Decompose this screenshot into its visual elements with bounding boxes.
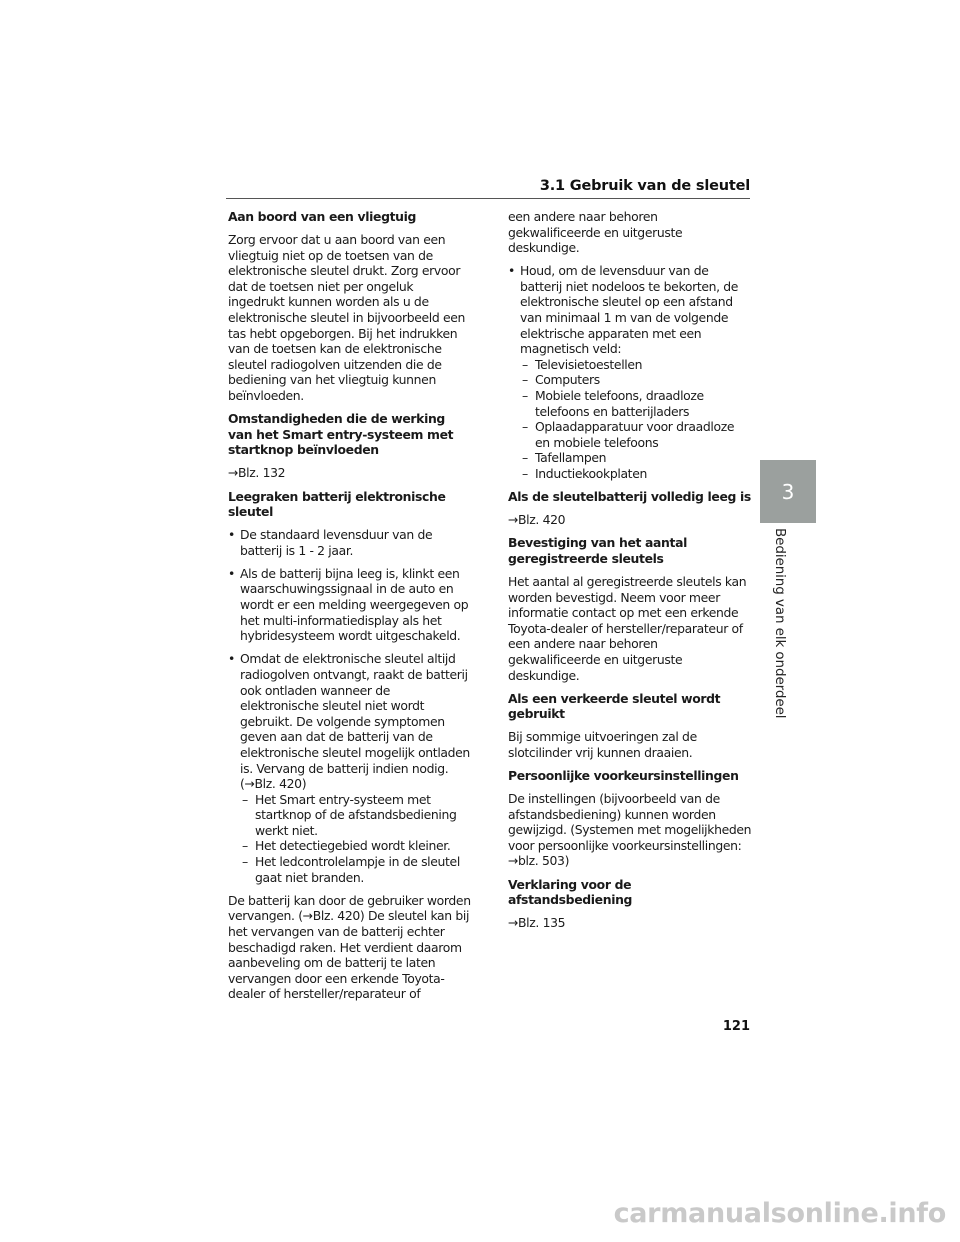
page-reference-link[interactable]: →Blz. 420: [508, 512, 566, 528]
list-item-text: Inductiekookplaten: [535, 466, 647, 481]
list-item-text: Het Smart entry-systeem met startknop of de afstandsbediening werkt niet.: [255, 791, 457, 838]
list-item-text: Het detectiegebied wordt kleiner.: [255, 838, 451, 854]
dash-icon: –: [522, 356, 528, 372]
dash-icon: –: [522, 450, 528, 466]
list-item-text: Het ledcontrolelampje in de sleutel gaat niet branden.: [255, 854, 460, 885]
list-item-text: Oplaadapparatuur voor draadloze en mobiele telefoons: [535, 419, 735, 450]
page-reference-link[interactable]: →Blz. 132: [228, 465, 286, 481]
heading-wrong-key: Als een verkeerde sleutel wordt gebruikt: [508, 690, 721, 722]
chapter-label: Bediening van elk onderdeel: [772, 528, 788, 719]
chapter-number: 3: [781, 479, 795, 504]
heading-remote-statement: Verklaring voor de afstandsbediening: [508, 876, 633, 908]
watermark: carmanualsonline.info: [613, 1198, 946, 1229]
list-item: [508, 372, 752, 388]
paragraph-airplane: Zorg ervoor dat u aan boord van een vliegtuig niet op de toetsen van de elektronische sleutel drukt. Zorg ervoor dat de toetsen niet per ongeluk ingedrukt kunnen worden als u de elektronische sleutel in bijvoorbeeld een tas hebt opgeborgen. Bij het indrukken van de toetsen kan de elektronische sleutel radiogolven uitzenden die de bediening van het vliegtuig kunnen beïnvloeden.: [228, 232, 466, 404]
bullet-text: Omdat de elektronische sleutel altijd radiogolven ontvangt, raakt de batterij ook ontladen wanneer de elektronische sleutel niet wordt gebruikt. De volgende symptomen geven aan dat de batterij van de elektronische sleutel mogelijk ontladen is. Vervang de batterij indien nodig. (→Blz. 420): [240, 651, 470, 792]
bullet-text: Houd, om de levensduur van de batterij niet nodeloos te bekorten, de elektronische sleutel op een afstand van minimaal 1 m van de volgende elektrische apparaten met een magnetisch veld:: [520, 263, 739, 357]
bullet-item: [228, 566, 472, 644]
bullet-item: [228, 651, 472, 791]
dash-icon: –: [242, 854, 248, 870]
page-number: 121: [722, 1019, 750, 1034]
list-item-text: Televisietoestellen: [535, 356, 643, 372]
dash-icon: –: [242, 838, 248, 854]
heading-battery-depletion: Leegraken batterij elektronische sleutel: [228, 488, 446, 520]
paragraph-registered-keys: Het aantal al geregistreerde sleutels kan worden bevestigd. Neem voor meer informatie contact op met een erkende Toyota-dealer of hersteller/reparateur of een andere naar behoren gekwalificeerde en uitgeruste deskundige.: [508, 573, 747, 683]
list-item: [508, 466, 752, 482]
bullet-text: Als de batterij bijna leeg is, klinkt een waarschuwingssignaal in de auto en wordt er een melding weergegeven op het multi-informatiedisplay als het hybridesysteem wordt uitgeschakeld.: [240, 565, 469, 644]
dash-icon: –: [242, 791, 248, 807]
list-item-text: Computers: [535, 372, 600, 388]
list-item: [228, 854, 472, 885]
heading-smart-entry-conditions: Omstandigheden die de werking van het Smart entry-systeem met startknop beïnvloeden: [228, 411, 454, 458]
bullet-item: [228, 527, 472, 558]
dash-icon: –: [522, 419, 528, 435]
bullet-dot-icon: •: [228, 565, 235, 581]
device-list: [508, 357, 752, 482]
bullet-dot-icon: •: [228, 527, 235, 543]
list-item-text: Mobiele telefoons, draadloze telefoons en batterijladers: [535, 388, 704, 419]
list-item-text: Tafellampen: [535, 450, 607, 466]
paragraph-wrong-key: Bij sommige uitvoeringen zal de slotcilinder vrij kunnen draaien.: [508, 729, 697, 760]
heading-airplane: Aan boord van een vliegtuig: [228, 209, 417, 224]
dash-icon: –: [522, 466, 528, 481]
heading-battery-empty: Als de sleutelbatterij volledig leeg is: [508, 489, 751, 505]
list-item: [508, 388, 752, 419]
paragraph-personal-settings: De instellingen (bijvoorbeeld van de afstandsbediening) kunnen worden gewijzigd. (Systemen met mogelijkheden voor persoonlijke voorkeursinstellingen: →blz. 503): [508, 791, 752, 869]
symptom-list: [228, 792, 472, 886]
paragraph-continuation: een andere naar behoren gekwalificeerde en uitgeruste deskundige.: [508, 209, 683, 256]
left-column: [228, 209, 472, 1009]
paragraph-battery-replacement: De batterij kan door de gebruiker worden vervangen. (→Blz. 420) De sleutel kan bij het vervangen van de batterij echter beschadigd raken. Het verdient daarom aanbeveling om de batterij te laten vervangen door een erkende Toyota-dealer of hersteller/reparateur of: [228, 892, 471, 1002]
list-item: [508, 357, 752, 373]
dash-icon: –: [522, 388, 528, 404]
heading-registered-keys: Bevestiging van het aantal geregistreerde sleutels: [508, 535, 688, 566]
section-title: 3.1 Gebruik van de sleutel: [539, 178, 750, 194]
dash-icon: –: [522, 372, 528, 388]
list-item: [228, 792, 472, 839]
page-reference-link[interactable]: →Blz. 135: [508, 915, 566, 931]
list-item: [508, 419, 752, 450]
chapter-tab: [760, 460, 816, 523]
bullet-dot-icon: •: [228, 651, 235, 667]
right-column: [508, 209, 752, 938]
list-item: [228, 838, 472, 854]
bullet-dot-icon: •: [508, 263, 515, 279]
header-divider: [226, 198, 750, 199]
list-item: [508, 450, 752, 466]
heading-personal-settings: Persoonlijke voorkeursinstellingen: [508, 768, 739, 783]
bullet-text: De standaard levensduur van de batterij is 1 - 2 jaar.: [240, 527, 433, 558]
bullet-item: [508, 263, 752, 357]
